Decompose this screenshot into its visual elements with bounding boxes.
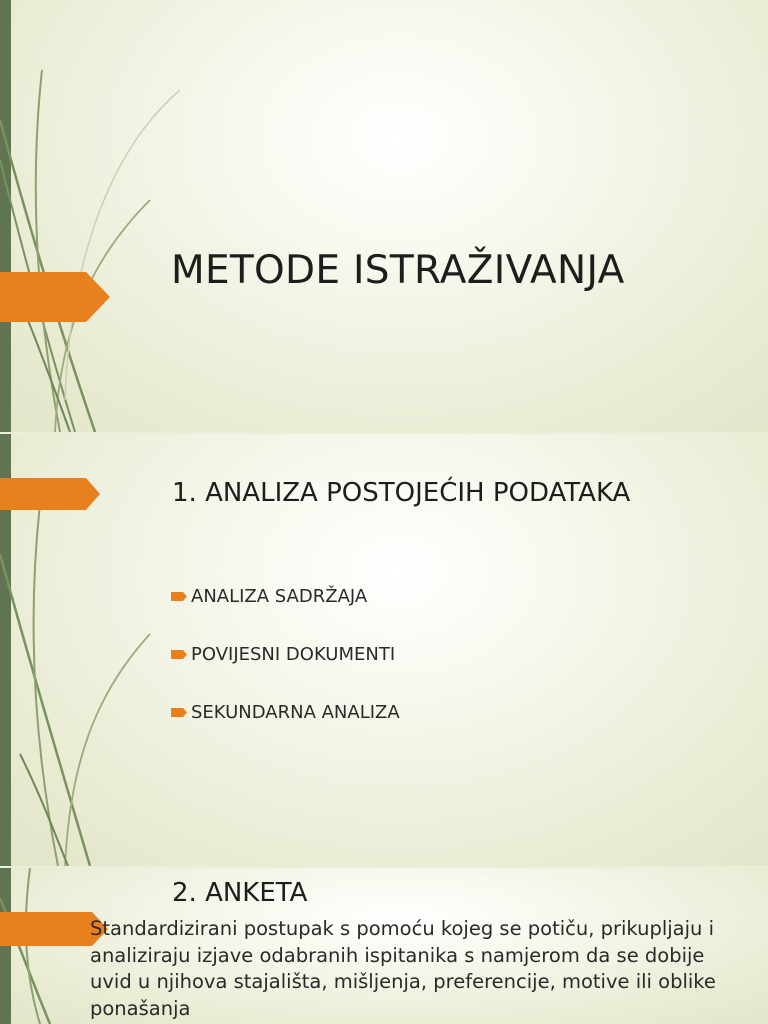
slide-survey [0,868,768,1024]
slide-3-title: 2. ANKETA [172,878,308,908]
list-item [171,702,400,760]
bullet-list [171,586,400,760]
leaf-decoration [0,0,200,432]
slide-2-title: 1. ANALIZA POSTOJEĆIH PODATAKA [172,478,631,508]
survey-description: Standardizirani postupak s pomoću kojeg se potiču, prikupljaju i analiziraju izjave odabranih ispitanika s namjerom da se dobije uvid u njihova stajališta, mišljenja, preferencije, motive ili oblike ponašanja [90,917,716,1020]
orange-arrow-icon [171,592,187,601]
slide-1-title: METODE ISTRAŽIVANJA [171,248,625,293]
bullet-text: POVIJESNI DOKUMENTI [191,644,396,665]
bullet-text: ANALIZA SADRŽAJA [191,586,368,607]
slide-analysis [0,434,768,866]
bullet-text: SEKUNDARNA ANALIZA [191,702,400,723]
list-item [171,644,400,702]
orange-arrow-icon [171,650,187,659]
list-item [171,586,400,644]
slide-title [0,0,768,432]
orange-tab [0,478,104,510]
orange-arrow-icon [171,708,187,717]
orange-tab [0,272,112,322]
